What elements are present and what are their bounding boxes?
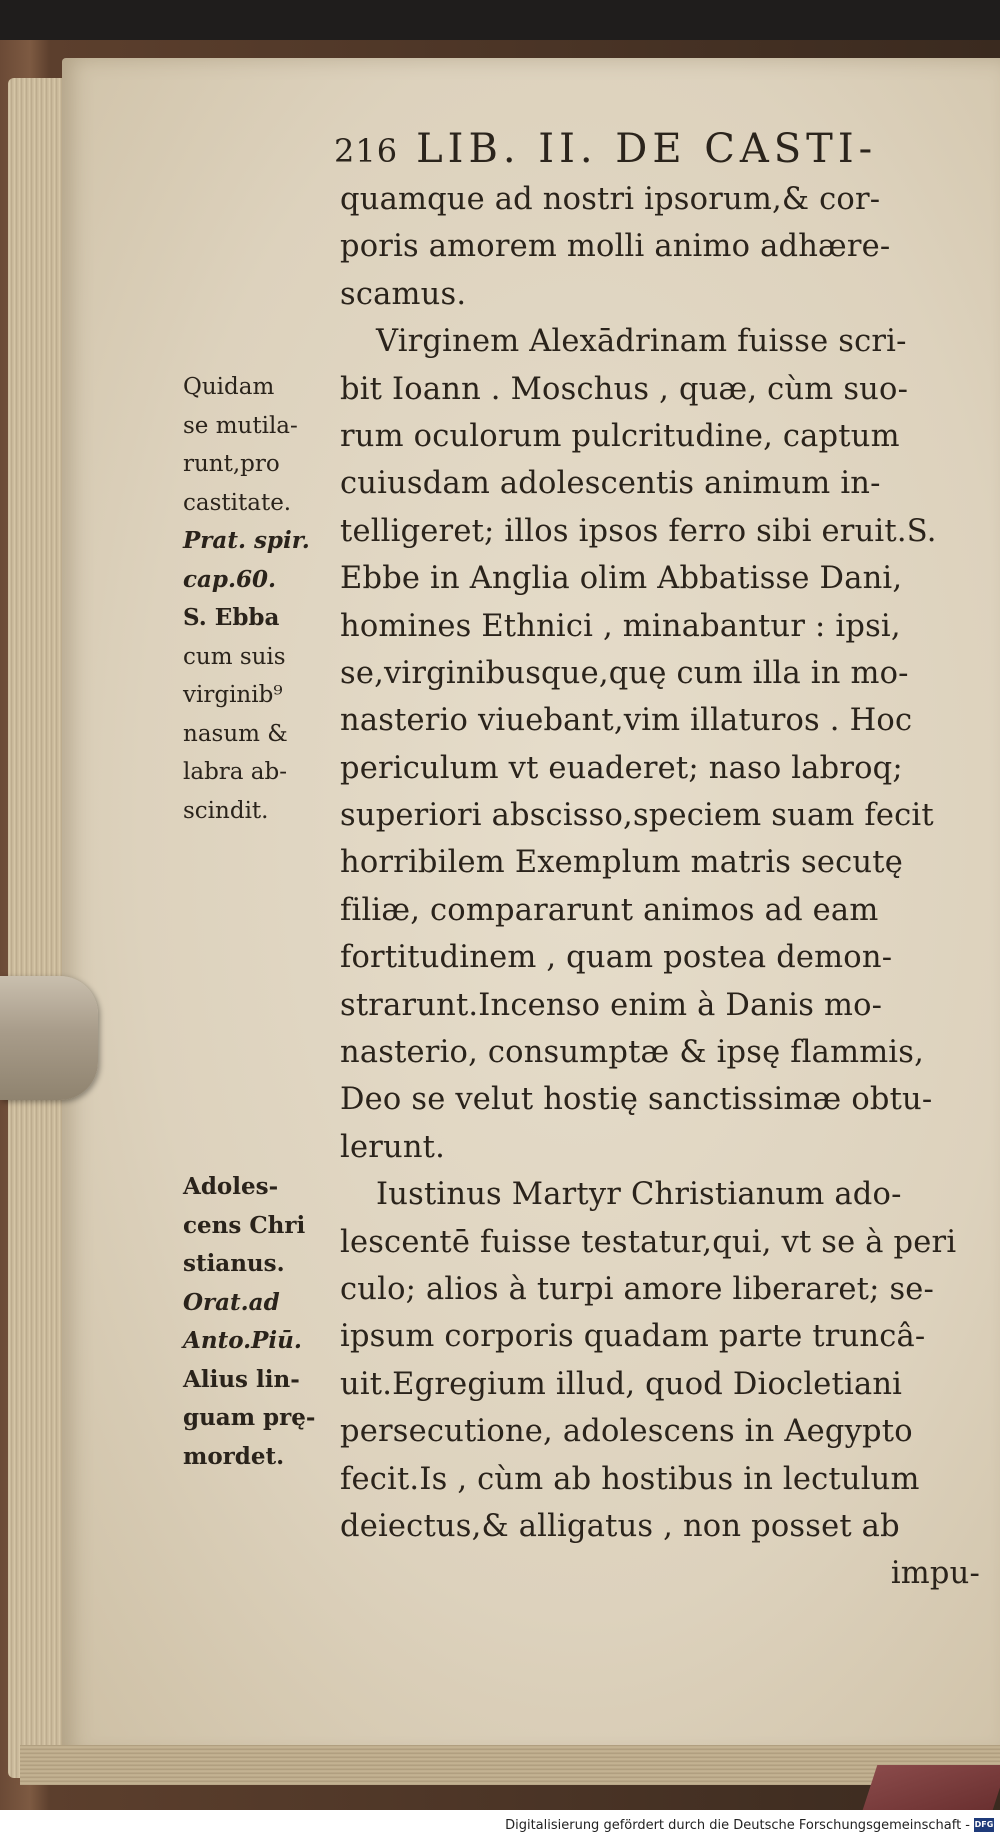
- margin-note-line: cap.60.: [183, 565, 277, 593]
- margin-note-line: Quidam: [183, 374, 275, 400]
- margin-note-line: mordet.: [183, 1442, 285, 1470]
- text-line: fecit.Is , cùm ab hostibus in lectulum: [340, 1461, 920, 1497]
- text-line: se,virginibusque,quę cum illa in mo-: [340, 655, 909, 691]
- text-line: rum oculorum pulcritudine, captum: [340, 418, 900, 454]
- margin-note-chastity: [183, 368, 343, 830]
- text-line: filiæ, compararunt animos ad eam: [340, 892, 879, 928]
- main-text-block: [340, 176, 980, 1598]
- text-line: lerunt.: [340, 1129, 446, 1165]
- text-line: lescentē fuisse testatur,qui, vt se à peri: [340, 1224, 957, 1260]
- footer-credit: Digitalisierung gefördert durch die Deutsche Forschungsgemeinschaft -: [505, 1818, 970, 1833]
- text-line: cuiusdam adolescentis animum in-: [340, 466, 881, 502]
- text-line: nasterio viuebant,vim illaturos . Hoc: [340, 703, 913, 739]
- text-line: bit Ioann . Moschus , quæ, cùm suo-: [340, 371, 909, 407]
- text-line: deiectus,& alligatus , non posset ab: [340, 1508, 900, 1544]
- margin-note-line: cum suis: [183, 643, 286, 670]
- page-holder-clip: [0, 976, 98, 1100]
- text-line: persecutione, adolescens in Aegypto: [340, 1414, 913, 1450]
- text-line: superiori abscisso,speciem suam fecit: [340, 798, 934, 834]
- text-line: strarunt.Incenso enim à Danis mo-: [340, 987, 883, 1023]
- margin-note-line: guam prę-: [183, 1404, 316, 1431]
- text-line: quamque ad nostri ipsorum,& cor-: [340, 182, 881, 217]
- digitization-footer: [0, 1810, 1000, 1841]
- page-number: 216: [334, 132, 399, 170]
- text-line: fortitudinem , quam postea demon-: [340, 940, 893, 976]
- margin-note-line: castitate.: [183, 489, 292, 516]
- margin-note-adolescens: [183, 1168, 343, 1476]
- text-line: homines Ethnici , minabantur : ipsi,: [340, 608, 901, 644]
- margin-note-line: cens Chri: [183, 1211, 306, 1239]
- text-line: nasterio, consumptæ & ipsę flammis,: [340, 1035, 925, 1071]
- margin-note-line: Anto.Piū.: [183, 1327, 302, 1354]
- text-line: ipsum corporis quadam parte truncâ-: [340, 1319, 926, 1355]
- running-header: [334, 126, 934, 176]
- bookmark-ribbon: [863, 1765, 1000, 1810]
- catchword: impu-: [890, 1556, 980, 1592]
- margin-note-line: virginib⁹: [183, 682, 283, 708]
- margin-note-line: Alius lin-: [183, 1365, 300, 1393]
- margin-note-line: Orat.ad: [183, 1288, 280, 1316]
- text-line: scamus.: [340, 276, 467, 312]
- margin-note-line: runt,pro: [183, 451, 280, 477]
- margin-note-line: S. Ebba: [183, 604, 280, 631]
- text-line: uit.Egregium illud, quod Diocletiani: [340, 1366, 903, 1402]
- text-line: telligeret; illos ipsos ferro sibi eruit.S.: [340, 513, 937, 549]
- text-line: horribilem Exemplum matris secutę: [340, 845, 903, 881]
- margin-note-line: se mutila-: [183, 412, 298, 439]
- text-line: poris amorem molli animo adhære-: [340, 229, 891, 265]
- bottom-page-edges: [20, 1745, 1000, 1785]
- margin-note-line: Prat. spir.: [183, 527, 310, 554]
- margin-note-line: Adoles-: [183, 1173, 279, 1200]
- text-line: Virginem Alexādrinam fuisse scri-: [376, 324, 907, 360]
- text-line: culo; alios à turpi amore liberaret; se-: [340, 1271, 935, 1307]
- running-title: LIB. II. DE CASTI-: [416, 126, 878, 172]
- margin-note-line: stianus.: [183, 1250, 285, 1277]
- margin-note-line: nasum &: [183, 720, 288, 747]
- text-line: periculum vt euaderet; naso labroq;: [340, 750, 903, 786]
- text-line: Deo se velut hostię sanctissimæ obtu-: [340, 1082, 933, 1118]
- text-line: Iustinus Martyr Christianum ado-: [376, 1177, 902, 1213]
- margin-note-line: labra ab-: [183, 759, 288, 785]
- dfg-logo-icon: DFG: [974, 1818, 994, 1832]
- margin-note-line: scindit.: [183, 797, 269, 824]
- text-line: Ebbe in Anglia olim Abbatisse Dani,: [340, 561, 903, 597]
